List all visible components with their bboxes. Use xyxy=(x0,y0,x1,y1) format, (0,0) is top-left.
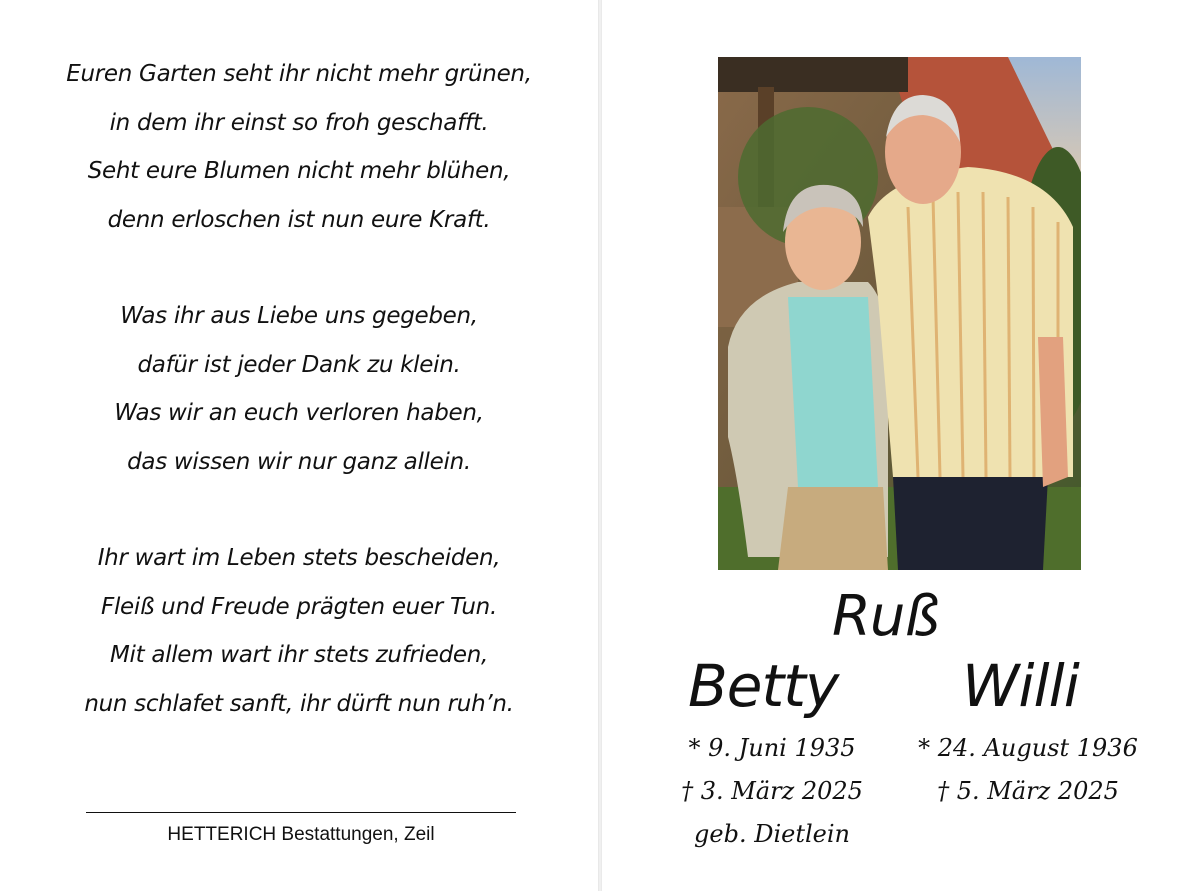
memorial-poem xyxy=(0,50,598,776)
couple-photo xyxy=(718,57,1081,570)
right-page xyxy=(602,0,1200,891)
poem-line: dafür ist jeder Dank zu klein. xyxy=(137,351,461,378)
poem-stanza-2 xyxy=(0,292,598,486)
maiden-name: geb. Dietlein xyxy=(694,820,850,848)
undertaker-credit: HETTERICH Bestattungen, Zeil xyxy=(167,824,435,845)
person-details-betty xyxy=(672,727,872,856)
poem-line: Euren Garten seht ihr nicht mehr grünen, xyxy=(66,61,532,87)
poem-line: denn erloschen ist nun eure Kraft. xyxy=(107,206,491,233)
poem-line: in dem ihr einst so froh geschafft. xyxy=(109,109,489,136)
poem-line: das wissen wir nur ganz allein. xyxy=(127,448,471,475)
poem-line: Was ihr aus Liebe uns gegeben, xyxy=(120,303,478,329)
poem-line: Mit allem wart ihr stets zufrieden, xyxy=(109,642,489,668)
footer-divider xyxy=(86,812,516,813)
person-name-willi: Willi xyxy=(962,652,1079,720)
poem-stanza-3 xyxy=(0,534,598,728)
person-details-willi xyxy=(912,727,1144,813)
left-page xyxy=(0,0,598,891)
poem-line: Seht eure Blumen nicht mehr blühen, xyxy=(87,158,511,184)
death-date: † 5. März 2025 xyxy=(937,777,1119,805)
birth-date: * 24. August 1936 xyxy=(918,734,1138,762)
poem-line: Fleiß und Freude prägten euer Tun. xyxy=(101,593,497,620)
poem-line: Ihr wart im Leben stets bescheiden, xyxy=(97,545,501,571)
poem-line: nun schlafet sanft, ihr dürft nun ruh’n. xyxy=(84,690,514,717)
person-name-betty: Betty xyxy=(688,652,839,720)
birth-date: * 9. Juni 1935 xyxy=(688,734,856,762)
poem-stanza-1 xyxy=(0,50,598,244)
poem-line: Was wir an euch verloren haben, xyxy=(114,400,484,426)
death-date: † 3. März 2025 xyxy=(681,777,863,805)
family-name: Ruß xyxy=(832,584,939,649)
